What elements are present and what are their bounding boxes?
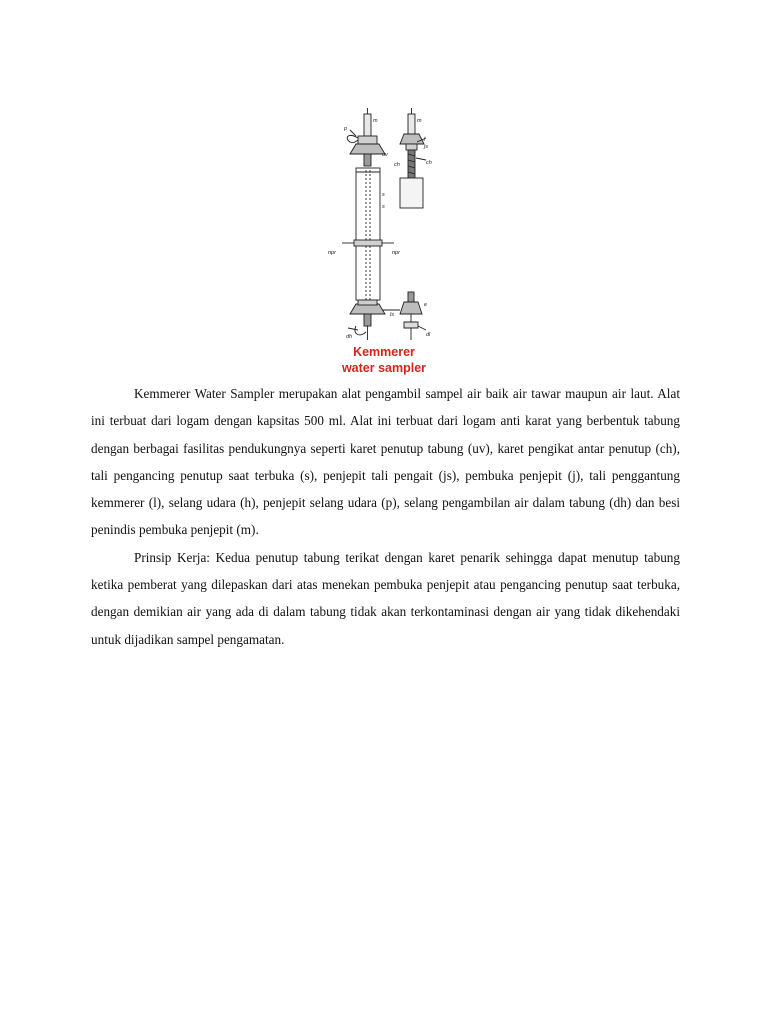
label-dl: dl	[426, 332, 431, 338]
label-uv: uv	[382, 152, 388, 158]
label-dh: dh	[346, 334, 353, 340]
caption-line-2: water sampler	[341, 361, 427, 375]
kemmerer-diagram	[320, 108, 448, 344]
body-text	[91, 380, 680, 653]
caption-line-1: Kemmerer	[353, 345, 415, 359]
label-e: e	[424, 302, 428, 308]
paragraph-description: Kemmerer Water Sampler merupakan alat pengambil sampel air baik air tawar maupun air laut. Alat ini terbuat dari logam dengan kapsitas 500 ml. Alat ini terbuat dari logam anti karat yang berbentuk tabung dengan berbagai fasilitas pendukungnya seperti karet penutup tabung (uv), karet pengikat antar penutup (ch), tali pengancing penutup saat terbuka (s), penjepit tali pengait (js), pembuka penjepit (j), tali penggantung kemmerer (l), selang udara (h), penjepit selang udara (p), selang pengambilan air dalam tabung (dh) dan besi penindis pembuka penjepit (m).	[91, 386, 680, 538]
label-m-right: m	[417, 118, 422, 124]
label-j: j	[424, 136, 426, 142]
label-m-left: m	[373, 118, 378, 124]
detail-bottom-stopper	[400, 302, 422, 314]
kemmerer-drawing	[320, 108, 448, 344]
top-stopper	[350, 144, 385, 154]
label-js: js	[424, 144, 428, 150]
label-s-mid: s	[382, 204, 385, 210]
paragraph-working-principle: Prinsip Kerja: Kedua penutup tabung terikat dengan karet penarik sehingga dapat menutup tabung ketika pemberat yang dilepaskan dari atas menekan pembuka penjepit atau pengancing penutup saat terbuka, dengan demikian air yang ada di dalam tabung tidak akan terkontaminasi dengan air yang tidak dikehendaki untuk dijadikan sampel pengamatan.	[91, 549, 680, 647]
top-weight-rod	[364, 114, 371, 136]
label-s-top: s	[382, 192, 385, 198]
label-ch-right: ch	[426, 160, 432, 166]
detail-rod	[408, 114, 415, 134]
label-npr-right: npr	[392, 250, 400, 256]
bottom-stopper	[350, 304, 385, 314]
label-ls: ls	[390, 312, 394, 318]
figure-caption	[300, 344, 468, 376]
label-p: p	[344, 126, 348, 132]
top-clamp	[358, 136, 377, 144]
label-ch-left: ch	[394, 162, 400, 168]
detail-tube-top	[400, 178, 423, 208]
label-npr-left: npr	[328, 250, 336, 256]
sampler-tube	[356, 168, 380, 300]
